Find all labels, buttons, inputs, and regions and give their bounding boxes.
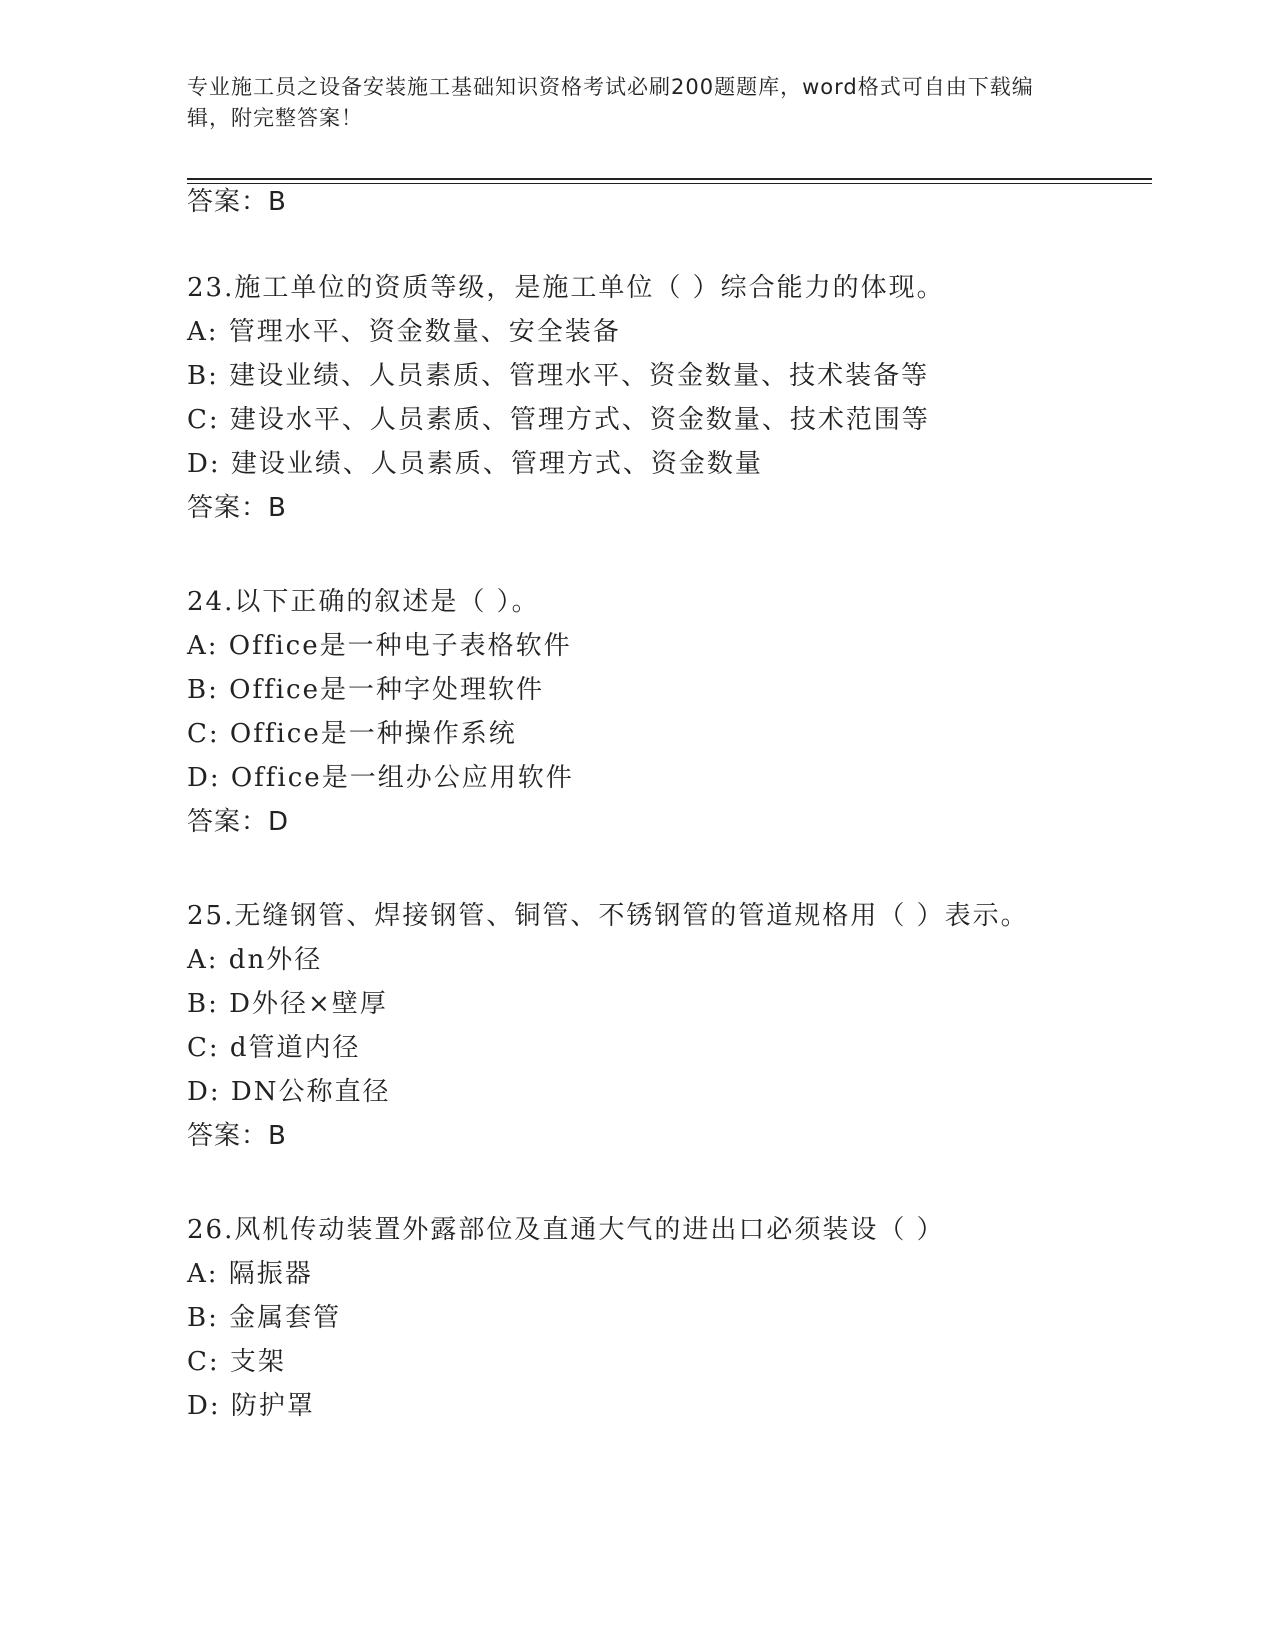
option-b: B: 金属套管	[187, 1303, 342, 1333]
answer: 答案：D	[187, 807, 290, 837]
answer: 答案：B	[187, 1121, 287, 1151]
option-b: B: D外径×壁厚	[187, 989, 388, 1019]
question-stem: 25.无缝钢管、焊接钢管、铜管、不锈钢管的管道规格用（ ）表示。	[187, 901, 1029, 931]
question-stem: 23.施工单位的资质等级，是施工单位（ ）综合能力的体现。	[187, 273, 945, 303]
header-rule-thin	[187, 183, 1152, 184]
option-d: D: 防护罩	[187, 1391, 315, 1421]
previous-answer: 答案：B	[187, 187, 287, 217]
question-stem: 24.以下正确的叙述是（ ）。	[187, 587, 540, 617]
option-a: A: 管理水平、资金数量、安全装备	[187, 317, 621, 347]
option-c: C: d管道内径	[187, 1033, 361, 1063]
option-a: A: Office是一种电子表格软件	[187, 631, 572, 661]
option-d: D: DN公称直径	[187, 1077, 391, 1107]
option-b: B: 建设业绩、人员素质、管理水平、资金数量、技术装备等	[187, 361, 930, 391]
answer: 答案：B	[187, 493, 287, 523]
option-c: C: Office是一种操作系统	[187, 719, 517, 749]
option-b: B: Office是一种字处理软件	[187, 675, 544, 705]
option-c: C: 支架	[187, 1347, 286, 1377]
question-stem: 26.风机传动装置外露部位及直通大气的进出口必须装设（ ）	[187, 1215, 945, 1245]
option-a: A: dn外径	[187, 945, 323, 975]
option-c: C: 建设水平、人员素质、管理方式、资金数量、技术范围等	[187, 405, 930, 435]
option-d: D: 建设业绩、人员素质、管理方式、资金数量	[187, 449, 763, 479]
document-header: 专业施工员之设备安装施工基础知识资格考试必刷200题题库，word格式可自由下载编辑，附完整答案！	[187, 75, 1034, 130]
option-a: A: 隔振器	[187, 1259, 313, 1289]
header-rule-thick	[187, 178, 1152, 180]
option-d: D: Office是一组办公应用软件	[187, 763, 574, 793]
